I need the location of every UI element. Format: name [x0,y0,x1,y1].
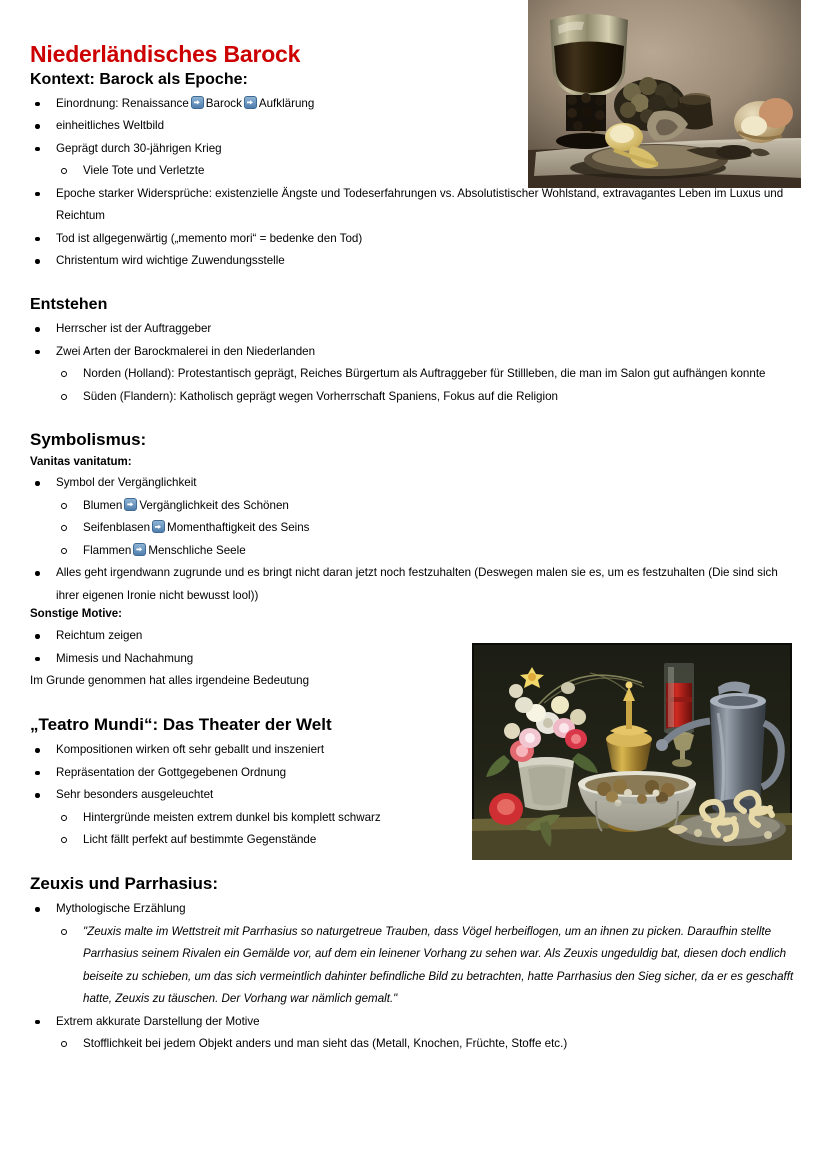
list-teatro [30,739,798,852]
list-item [30,228,798,251]
list-item [58,495,798,518]
list-item [58,807,798,830]
sublist-licht [58,807,798,852]
list-item [58,517,798,540]
list-item [58,160,798,183]
list-item [58,829,798,852]
list-kontext [30,93,798,273]
list-vanitas [30,472,798,607]
list-item [58,363,798,386]
item-seifenblasen-pre: Seifenblasen [83,521,151,535]
sublist-symbole [58,495,798,563]
item-widersprueche: Epoche starker Widersprüche: existenzielle Ängste und Todeserfahrungen vs. Absolutistischer Wohlstand, extravagantes Leben im Luxus und Reichtum [56,186,784,223]
arrow-right-icon [244,96,257,109]
heading-kontext: Kontext: Barock als Epoche: [30,70,248,88]
heading-entstehen: Entstehen [30,295,108,313]
heading-teatro-mundi: „Teatro Mundi“: Das Theater der Welt [30,714,332,734]
list-item [30,1011,798,1056]
arrow-right-icon [191,96,204,109]
document-content [30,42,798,1056]
list-item [30,138,798,183]
item-einordnung [56,93,536,116]
item-krieg-sub: Viele Tote und Verletzte [83,164,205,178]
item-seifenblasen-post: Momenthaftigkeit des Seins [167,521,310,535]
einordnung-pre-label: Einordnung: Renaissance [56,96,189,110]
item-norden: Norden (Holland): Protestantisch geprägt, Reiches Bürgertum als Auftraggeber für Stillleben, die man im Salon gut aufhängen konnte [83,367,766,381]
item-kompositionen: Kompositionen wirken oft sehr geballt und inszeniert [56,743,325,757]
item-flammen-post: Menschliche Seele [148,543,246,557]
item-memento-mori: Tod ist allgegenwärtig („memento mori“ = bedenke den Tod) [56,231,363,245]
item-sueden: Süden (Flandern): Katholisch geprägt wegen Vorherrschaft Spaniens, Fokus auf die Religion [83,389,558,403]
list-item [30,93,798,116]
item-mimesis: Mimesis und Nachahmung [56,651,194,665]
list-entstehen [30,318,798,408]
list-sonstige-motive [30,625,798,670]
list-item [30,183,798,228]
list-item [58,921,798,1011]
list-item [30,762,798,785]
sublist-arten [58,363,798,408]
arrow-right-icon [124,498,137,511]
list-zeuxis [30,898,798,1056]
arrow-right-icon [152,520,165,533]
item-zeuxis-quote: "Zeuxis malte im Wettstreit mit Parrhasius so naturgetreue Trauben, dass Vögel herbeiflogen, um an ihnen zu picken. Daraufhin stellte Parrhasius seinem Rivalen ein Gemälde vor, auf dem ein leinener Vorhang zu sehen war. Als Zeuxis ungeduldig bat, diesen doch endlich beiseite zu schieben, um das sich vermeintlich dahinter befindliche Bild zu betrachten, hatte Parrhasius den Sieg sicher, da er es geschafft hatte, Zeuxis zu täuschen. Der Vorhang war nämlich gemalt." [83,924,794,1006]
list-item [30,898,798,1011]
heading-symbolismus: Symbolismus: [30,430,147,450]
list-item [30,472,798,562]
item-mythologische-erzaehlung: Mythologische Erzählung [56,902,186,916]
item-alles-geht-zugrunde: Alles geht irgendwann zugrunde und es bringt nicht daran jetzt noch festzuhalten (Deswegen malen sie es, um es festzuhalten (Die sind sich ihrer eigenen Ironie nicht bewusst lool)) [56,566,778,602]
list-item [58,386,798,409]
list-item [30,562,798,607]
item-krieg: Geprägt durch 30-jährigen Krieg [56,141,222,155]
page-title: Niederländisches Barock [30,41,301,67]
list-item [30,648,798,671]
item-flammen-pre: Flammen [83,543,132,557]
item-stofflichkeit: Stofflichkeit bei jedem Objekt anders und man sieht das (Metall, Knochen, Früchte, Stoffe etc.) [83,1037,568,1051]
list-item [30,625,798,648]
list-item [30,739,798,762]
sublist-stofflichkeit [58,1033,798,1056]
einordnung-mid-label: Barock [205,96,242,110]
item-blumen-pre: Blumen [83,498,123,512]
list-item [58,540,798,563]
einordnung-post-label: Aufklärung [258,96,315,110]
item-ausgeleuchtet: Sehr besonders ausgeleuchtet [56,788,214,802]
item-reichtum: Reichtum zeigen [56,629,143,643]
list-item [58,1033,798,1056]
sublist-krieg [58,160,798,183]
sublist-zeuxis-quote [58,921,798,1011]
list-item [30,250,798,273]
item-herrscher: Herrscher ist der Auftraggeber [56,322,212,336]
arrow-right-icon [133,543,146,556]
item-akkurate-darstellung: Extrem akkurate Darstellung der Motive [56,1014,260,1028]
list-item [30,318,798,341]
item-christentum: Christentum wird wichtige Zuwendungsstelle [56,254,285,268]
item-blumen-post: Vergänglichkeit des Schönen [139,498,289,512]
item-licht: Licht fällt perfekt auf bestimmte Gegenstände [83,833,317,847]
item-zwei-arten: Zwei Arten der Barockmalerei in den Niederlanden [56,344,316,358]
item-weltbild: einheitliches Weltbild [56,119,165,133]
list-item [30,115,798,138]
list-item [30,341,798,409]
item-symbol-verganglichkeit: Symbol der Vergänglichkeit [56,476,197,490]
item-hintergruende: Hintergründe meisten extrem dunkel bis komplett schwarz [83,810,381,824]
line-im-grunde: Im Grunde genommen hat alles irgendeine Bedeutung [30,674,310,688]
subheading-sonstige-motive: Sonstige Motive: [30,608,123,621]
heading-zeuxis-parrhasius: Zeuxis und Parrhasius: [30,873,218,893]
subheading-vanitas: Vanitas vanitatum: [30,455,132,468]
item-repraesentation: Repräsentation der Gottgegebenen Ordnung [56,765,287,779]
list-item [30,784,798,852]
